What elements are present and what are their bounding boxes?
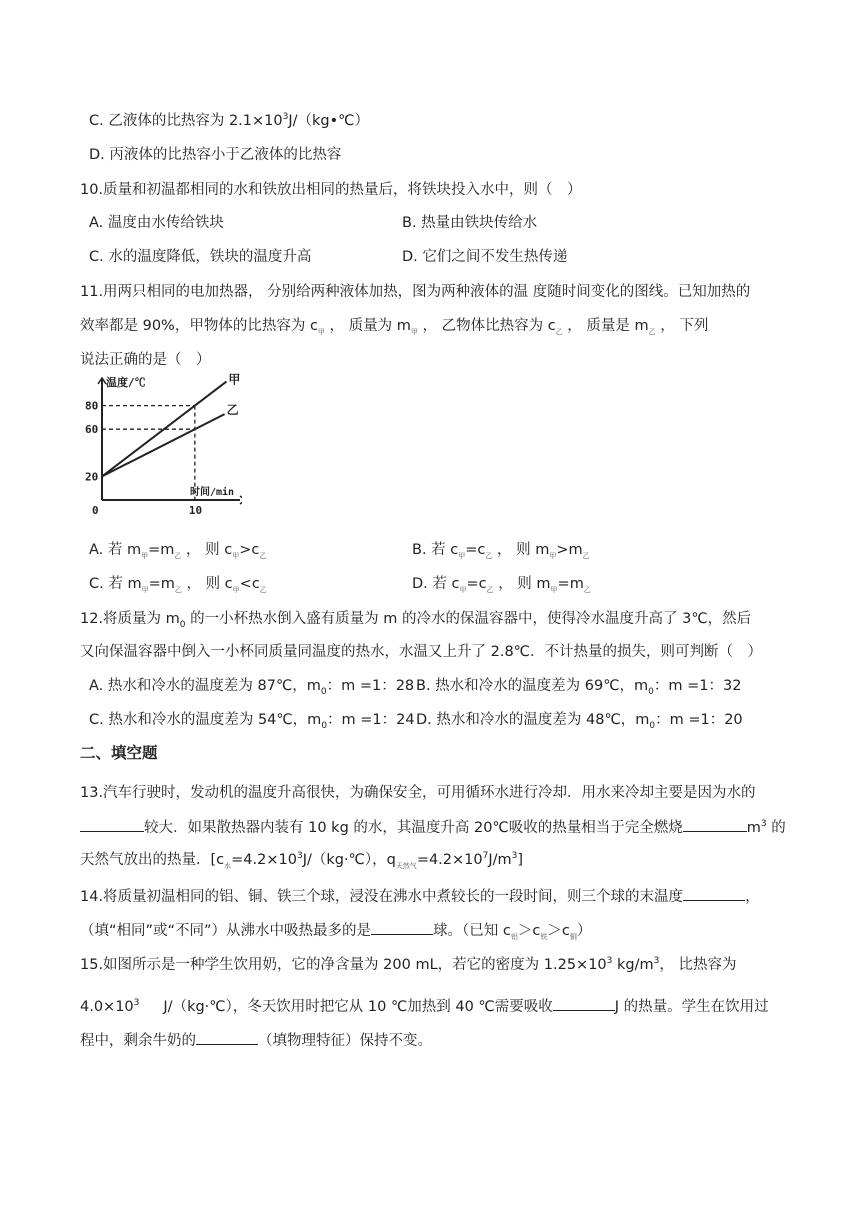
q10-option-c: C. 水的温度降低，铁块的温度升高 [89, 249, 312, 265]
q11-option-d: D. 若 $c_甲=c_乙$ ， 则 $m_甲=m_乙$ [412, 576, 591, 594]
y-tick-label: 20 [85, 470, 99, 484]
q10-option-a: A. 温度由水传给铁块 [89, 215, 224, 231]
q11-option-b: B. 若 $c_甲=c_乙$ ， 则 $m_甲>m_乙$ [412, 542, 590, 560]
series-label-yi: 乙 [226, 403, 239, 418]
q12-stem-line1: 12.将质量为 $m_0$ 的一小杯热水倒入盛有质量为 m 的冷水的保温容器中，使得冷水温度升高了 3℃，然后 [80, 611, 752, 630]
q9-option-d: D. 丙液体的比热容小于乙液体的比热容 [89, 147, 342, 163]
q13-line3: 天然气放出的热量．[$c_水=4.2\times 10^3J/(kg\cdot℃)$，$q_{天然气}=4.2\times 10^7J/m^3$] [80, 851, 524, 870]
q15-blank-2[interactable] [196, 1030, 258, 1045]
q14-line1: 14.将质量初温相同的铝、铜、铁三个球，浸没在沸水中煮较长的一段时间，则三个球的末温度 ， [80, 886, 760, 907]
q14-line2: （填“相同”或“不同”）从沸水中吸热最多的是 球。（已知 $c_铝>c_铁>c_铜$） [80, 920, 591, 941]
q10-stem: 10.质量和初温都相同的水和铁放出相同的热量后，将铁块投入水中，则（ ） [80, 182, 582, 198]
q12-option-d: D. 热水和冷水的温度差为 48℃，$m_0$：m =1：20 [416, 712, 743, 731]
q9-option-c: C. 乙液体的比热容为 $2.1\times 10^3J/(kg•℃)$ [89, 112, 369, 129]
q11-option-a: A. 若 $m_甲=m_乙$ ， 则 $c_甲>c_乙$ [89, 542, 267, 560]
q10-option-b: B. 热量由铁块传给水 [402, 215, 538, 231]
series-line-yi [102, 414, 225, 476]
q11-stem-line1: 11.用两只相同的电加热器， 分别给两种液体加热，图为两种液体的温 度随时间变化的图线。已知加热的 [80, 284, 751, 300]
q15-blank-1[interactable] [553, 996, 615, 1011]
x-axis-label: 时间/min [190, 487, 235, 498]
x-axis-arrow [240, 496, 242, 504]
q12-option-b: B. 热水和冷水的温度差为 69℃，$m_0$：m =1：32 [416, 678, 742, 697]
temperature-time-chart [82, 370, 242, 520]
q11-option-c: C. 若 $m_甲=m_乙$ ， 则 $c_甲<c_乙$ [89, 576, 267, 594]
series-line-jia [102, 382, 226, 477]
q13-blank-1[interactable] [80, 817, 144, 832]
q10-option-d: D. 它们之间不发生热传递 [402, 249, 568, 265]
q13-blank-2[interactable] [683, 817, 747, 832]
q12-option-a: A. 热水和冷水的温度差为 87℃，$m_0$：m =1：28 [89, 678, 415, 697]
q15-line1: 15.如图所示是一种学生饮用奶，它的净含量为 200 mL，若它的密度为 $1.25\times 10^3$ $kg/m^3$， 比热容为 [80, 956, 737, 973]
q14-blank-2[interactable] [371, 920, 433, 935]
section-heading-fill-in: 二、填空题 [80, 744, 158, 762]
q12-stem-line2: 又向保温容器中倒入一小杯同质量同温度的热水，水温又上升了 2.8℃．不计热量的损失，则可判断（ ） [80, 644, 762, 660]
q13-line2: 较大．如果散热器内装有 10 kg 的水，其温度升高 20℃吸收的热量相当于完全燃烧 $m^3$ 的 [80, 817, 786, 838]
y-axis-label: 温度/℃ [106, 376, 146, 389]
q11-stem-line2: 效率都是 90%，甲物体的比热容为 $c_甲$ ， 质量为 $m_甲$ ， 乙物体比热容为 $c_乙$ ， 质量是 $m_乙$ ， 下列 [80, 318, 709, 336]
q11-stem-line3: 说法正确的是（ ） [80, 352, 211, 368]
y-tick-label: 80 [85, 399, 99, 413]
q15-line3: 程中，剩余牛奶的 （填物理特征）保持不变。 [80, 1030, 432, 1051]
series-label-jia: 甲 [228, 372, 241, 387]
x-tick-label: 10 [188, 504, 203, 517]
q12-option-c: C. 热水和冷水的温度差为 54℃，$m_0$：m =1：24 [89, 712, 415, 731]
q15-line2: $4.0\times 10^3$ J/（kg·℃），冬天饮用时把它从 10 ℃加热到 40 ℃需要吸收 J 的热量。学生在饮用过 [80, 996, 769, 1017]
q13-line1: 13.汽车行驶时，发动机的温度升高很快，为确保安全，可用循环水进行冷却．用水来冷却主要是因为水的 [80, 785, 756, 801]
y-tick-label: 60 [85, 423, 99, 437]
x-tick-label: 0 [92, 504, 99, 517]
q14-blank-1[interactable] [683, 886, 745, 901]
